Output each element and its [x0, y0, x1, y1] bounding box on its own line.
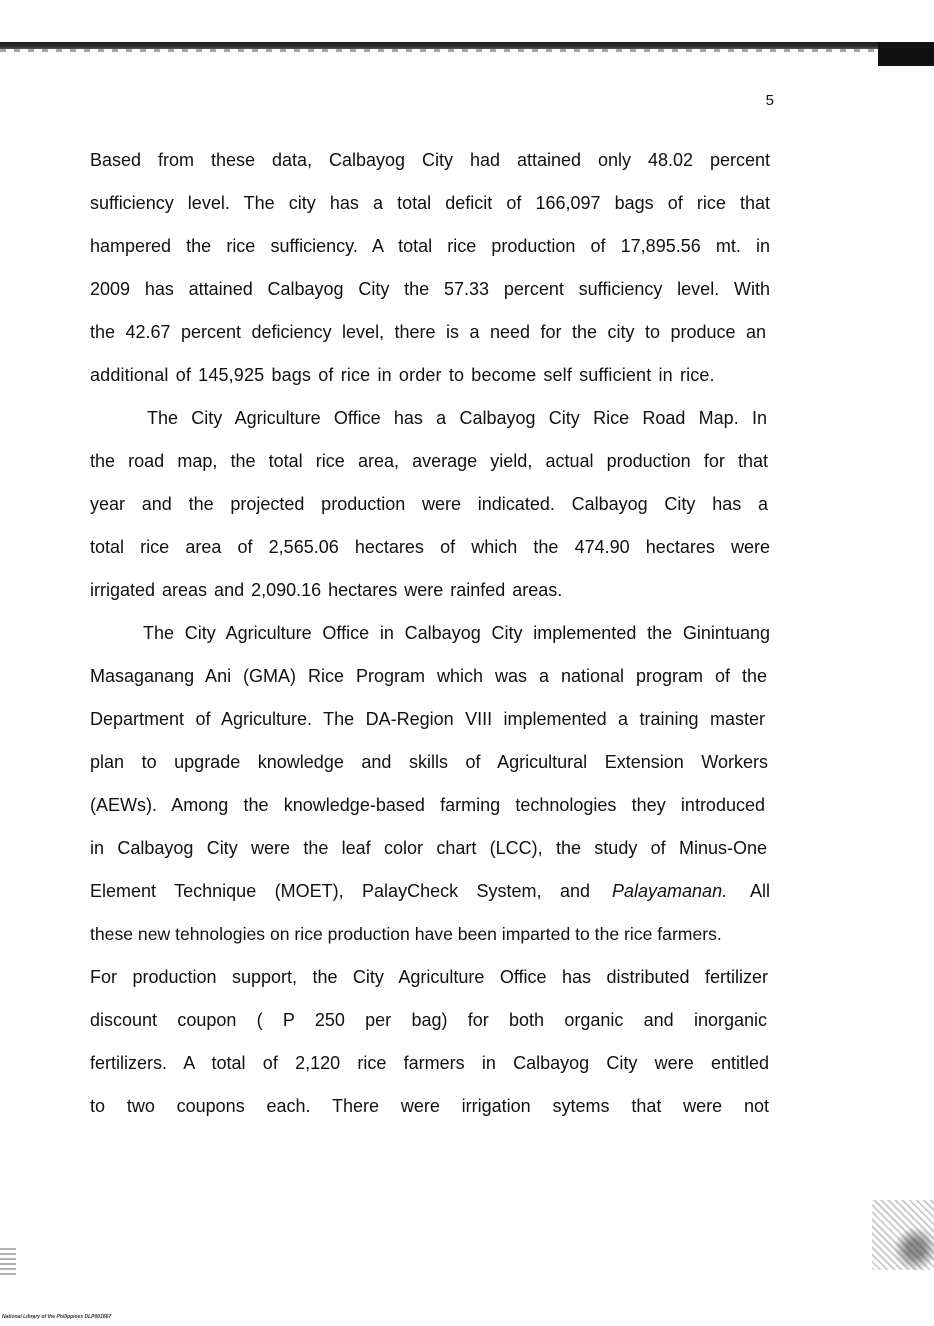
scan-noise-right — [872, 1200, 934, 1270]
paragraph-3-line-10: discount coupon ( P 250 per bag) for both organic and inorganic — [90, 1010, 767, 1030]
paragraph-3-line-3: Department of Agriculture. The DA-Region VIII implemented a training master — [90, 709, 765, 729]
paragraph-3-line-6: in Calbayog City were the leaf color chart (LCC), the study of Minus-One — [90, 838, 767, 858]
scan-top-border — [0, 42, 880, 49]
paragraph-3-line-2: Masaganang Ani (GMA) Rice Program which was a national program of the — [90, 666, 767, 686]
italic-term-palayamanan: Palayamanan. — [612, 881, 728, 901]
library-footer-stamp: National Library of the Philippines DLP001667 — [2, 1314, 112, 1320]
paragraph-1-line-5: the 42.67 percent deficiency level, there is a need for the city to produce an — [90, 322, 766, 342]
paragraph-3-line-7-end: All — [749, 881, 770, 901]
paragraph-2-line-3: year and the projected production were indicated. Calbayog City has a — [90, 494, 768, 514]
paragraph-1-line-4: 2009 has attained Calbayog City the 57.33 percent sufficiency level. With — [90, 279, 770, 299]
paragraph-3-line-9: For production support, the City Agriculture Office has distributed fertilizer — [90, 967, 768, 987]
paragraph-3-line-7 — [90, 879, 770, 903]
paragraph-2-line-2: the road map, the total rice area, average yield, actual production for that — [90, 451, 768, 471]
page-number: 5 — [765, 92, 774, 109]
paragraph-3-line-12: to two coupons each. There were irrigation sytems that were not — [90, 1096, 769, 1116]
paragraph-1-line-1: Based from these data, Calbayog City had attained only 48.02 percent — [90, 150, 770, 170]
scan-top-corner-mark — [878, 42, 934, 66]
paragraph-1-line-3: hampered the rice sufficiency. A total rice production of 17,895.56 mt. in — [90, 236, 770, 256]
paragraph-3-line-7-text: Element Technique (MOET), PalayCheck System, and — [90, 881, 590, 901]
paragraph-1-line-6: additional of 145,925 bags of rice in order to become self sufficient in rice. — [90, 365, 715, 385]
paragraph-3-line-5: (AEWs). Among the knowledge-based farming technologies they introduced — [90, 795, 765, 815]
paragraph-2-line-1: The City Agriculture Office has a Calbayog City Rice Road Map. In — [147, 408, 767, 428]
paragraph-2-line-5: irrigated areas and 2,090.16 hectares were rainfed areas. — [90, 580, 563, 600]
paragraph-2-line-4: total rice area of 2,565.06 hectares of which the 474.90 hectares were — [90, 537, 770, 557]
scan-noise-left — [0, 1245, 16, 1275]
paragraph-3-line-11: fertilizers. A total of 2,120 rice farmers in Calbayog City were entitled — [90, 1053, 769, 1073]
paragraph-3-line-4: plan to upgrade knowledge and skills of Agricultural Extension Workers — [90, 752, 768, 772]
paragraph-1-line-2: sufficiency level. The city has a total deficit of 166,097 bags of rice that — [90, 193, 770, 213]
paragraph-3-line-1: The City Agriculture Office in Calbayog City implemented the Ginintuang — [143, 623, 770, 643]
paragraph-3-line-8: these new tehnologies on rice production have been imparted to the rice farmers. — [90, 924, 722, 944]
